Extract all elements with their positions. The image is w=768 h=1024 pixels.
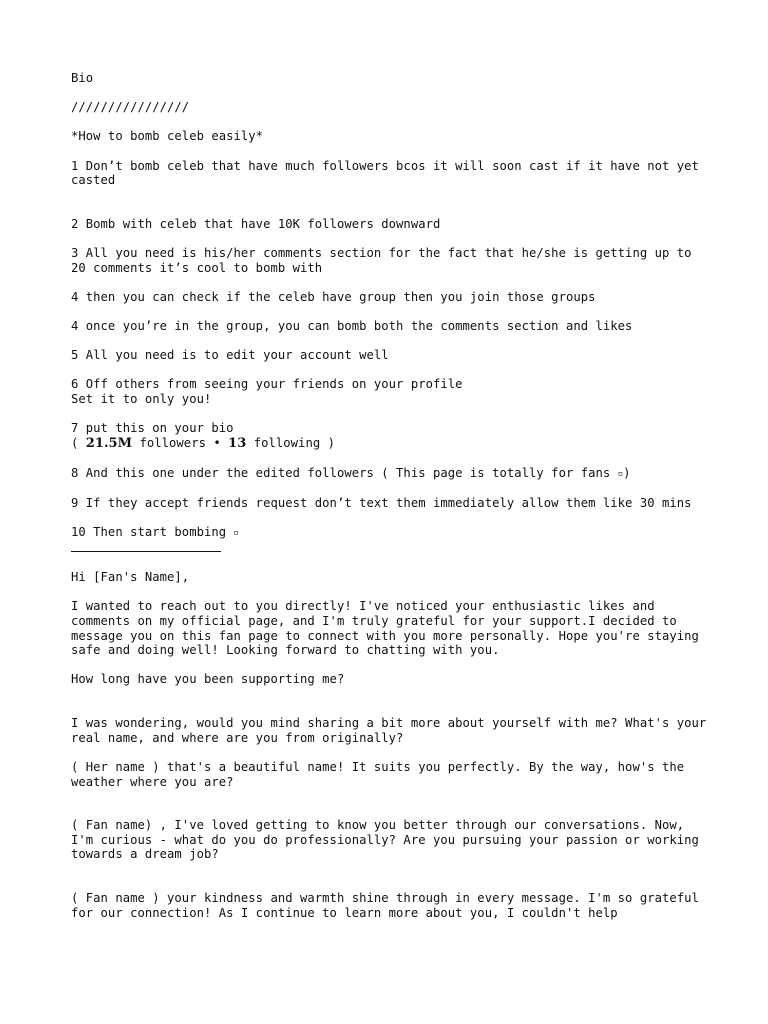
step-2: 2 Bomb with celeb that have 10K followers downward	[71, 216, 441, 231]
message-intro: I wanted to reach out to you directly! I've noticed your enthusiastic likes and comments on my official page, and I'm truly grateful for your support.I decided to message you on this fan page to connect with you more personally. Hope you're staying safe and doing well! Looking forward to chatting with you.	[71, 599, 707, 658]
step-7	[71, 421, 711, 451]
message-question: How long have you been supporting me?	[71, 672, 345, 687]
box-glyph-icon: ▫	[233, 528, 239, 539]
step-8-close: )	[623, 466, 631, 481]
step-6-line2: Set it to only you!	[71, 392, 212, 407]
divider-text: ////////////////	[71, 100, 190, 115]
following-word: following )	[246, 435, 335, 450]
guide-title: *How to bomb celeb easily*	[71, 129, 264, 144]
step-8	[71, 466, 711, 482]
message-job: ( Fan name) , I've loved getting to know you better through our conversations. Now, I'm curious - what do you do professionally? Are you pursuing your passion or working towards a dream job?	[71, 818, 707, 862]
step-5: 5 All you need is to edit your account well	[71, 348, 389, 363]
step-7-line1: 7 put this on your bio	[71, 421, 234, 436]
step-10-text: 10 Then start bombing	[71, 525, 234, 540]
message-name: I was wondering, would you mind sharing a bit more about yourself with me? What's your real name, and where are you from originally?	[71, 716, 714, 745]
step-4a: 4 then you can check if the celeb have group then you join those groups	[71, 289, 596, 304]
spacer	[71, 202, 711, 217]
greeting: Hi [Fan's Name],	[71, 570, 190, 585]
step-6	[71, 377, 711, 406]
bio-heading: Bio	[71, 71, 94, 85]
box-glyph-icon: ▫	[617, 469, 624, 480]
following-count: 13	[228, 435, 247, 451]
spacer	[71, 877, 711, 892]
step-9: 9 If they accept friends request don’t text them immediately allow them like 30 mins	[71, 496, 692, 511]
underline-divider	[71, 551, 221, 552]
step-8-text: 8 And this one under the edited followers ( This page is totally for fans	[71, 466, 618, 481]
step-1: 1 Don’t bomb celeb that have much followers bcos it will soon cast if it have not yet casted	[71, 158, 707, 188]
step-3: 3 All you need is his/her comments section for the fact that he/she is getting up to 20 comments it’s cool to bomb with	[71, 246, 699, 275]
followers-word: followers •	[132, 435, 229, 450]
step-4b: 4 once you’re in the group, you can bomb both the comments section and likes	[71, 319, 633, 334]
spacer	[71, 556, 711, 571]
step-10	[71, 525, 711, 541]
step-6-line1: 6 Off others from seeing your friends on your profile	[71, 377, 463, 392]
message-weather: ( Her name ) that's a beautiful name! It suits you perfectly. By the way, how's the weather where you are?	[71, 759, 692, 789]
bio-open: (	[71, 435, 86, 450]
message-kindness: ( Fan name ) your kindness and warmth shine through in every message. I'm so grateful for our connection! As I continue to learn more about you, I couldn't help	[71, 891, 707, 920]
document-page	[71, 71, 714, 935]
followers-count: 21.5M	[85, 435, 133, 451]
spacer	[71, 702, 711, 717]
spacer	[71, 804, 711, 819]
